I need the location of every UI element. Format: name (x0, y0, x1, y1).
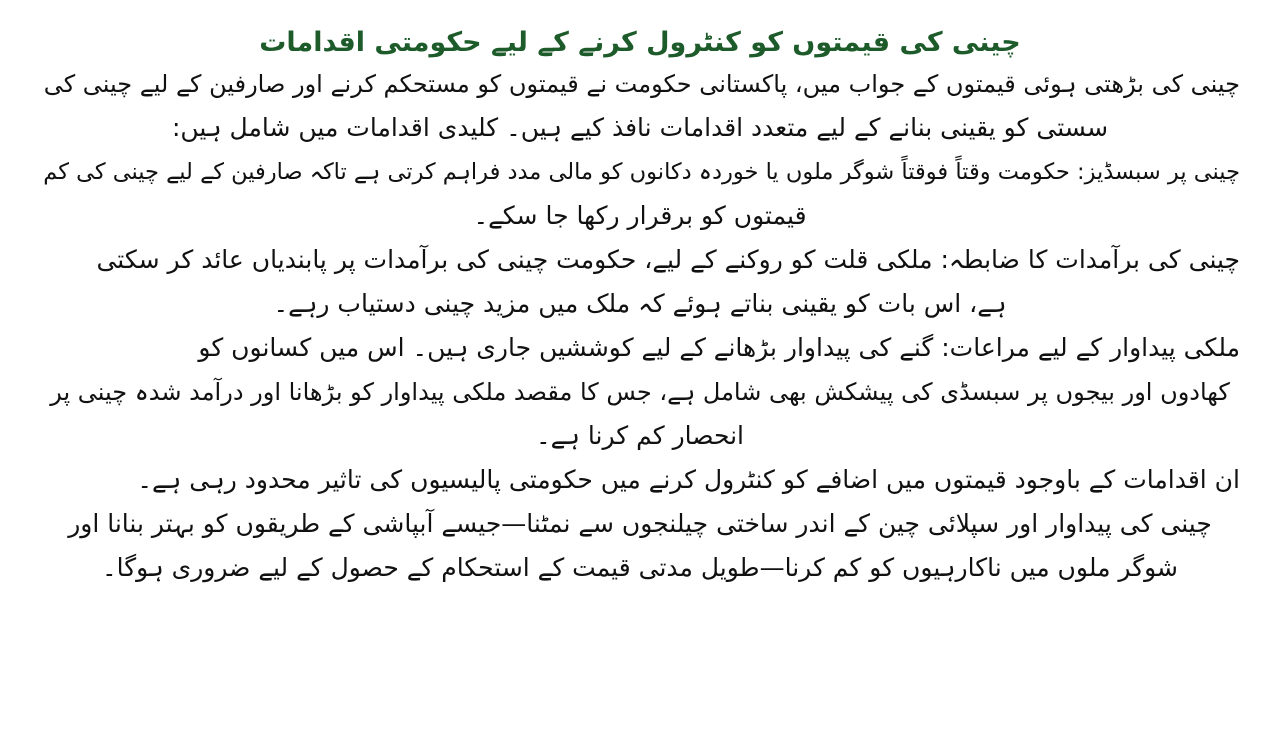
paragraph-export-regulation (40, 238, 1240, 326)
text-line: ان اقدامات کے باوجود قیمتوں میں اضافے کو کنٹرول کرنے میں حکومتی پالیسیوں کی تاثیر محدود رہی ہے۔ (137, 465, 1240, 494)
text-line: سستی کو یقینی بنانے کے لیے متعدد اقدامات نافذ کیے ہیں۔ کلیدی اقدامات میں شامل ہیں: (171, 113, 1109, 142)
paragraph-conclusion (40, 458, 1240, 590)
document-page (0, 26, 1280, 746)
paragraph-subsidies (40, 150, 1240, 238)
paragraph-production-incentives (40, 326, 1240, 458)
paragraph-intro (40, 62, 1240, 150)
text-line: ملکی پیداوار کے لیے مراعات: گنے کی پیداوار بڑھانے کے لیے کوششیں جاری ہیں۔ اس میں کسانوں کو (198, 333, 1240, 362)
text-line: شوگر ملوں میں ناکارہیوں کو کم کرنا—طویل مدتی قیمت کے استحکام کے حصول کے لیے ضروری ہوگا۔ (101, 553, 1178, 582)
text-line: ہے، اس بات کو یقینی بناتے ہوئے کہ ملک میں مزید چینی دستیاب رہے۔ (273, 289, 1007, 318)
text-line: چینی کی بڑھتی ہوئی قیمتوں کے جواب میں، پاکستانی حکومت نے قیمتوں کو مستحکم کرنے اور صارفین کے لیے چینی کی (43, 70, 1240, 98)
text-line: چینی کی پیداوار اور سپلائی چین کے اندر ساختی چیلنجوں سے نمٹنا—جیسے آبپاشی کے طریقوں کو بہتر بنانا اور (68, 509, 1212, 538)
text-line: چینی کی برآمدات کا ضابطہ: ملکی قلت کو روکنے کے لیے، حکومت چینی کی برآمدات پر پابندیاں عائد کر سکتی (96, 245, 1240, 274)
text-line: قیمتوں کو برقرار رکھا جا سکے۔ (473, 201, 807, 230)
text-line: کھادوں اور بیجوں پر سبسڈی کی پیشکش بھی شامل ہے، جس کا مقصد ملکی پیداوار کو بڑھانا اور درآمد شدہ چینی پر (50, 378, 1230, 406)
document-title: چینی کی قیمتوں کو کنٹرول کرنے کے لیے حکومتی اقدامات (259, 27, 1021, 58)
text-line: چینی پر سبسڈیز: حکومت وقتاً فوقتاً شوگر ملوں یا خوردہ دکانوں کو مالی مدد فراہم کرتی ہے تاکہ صارفین کے لیے چینی کی کم (43, 159, 1240, 185)
text-line: انحصار کم کرنا ہے۔ (535, 421, 744, 450)
